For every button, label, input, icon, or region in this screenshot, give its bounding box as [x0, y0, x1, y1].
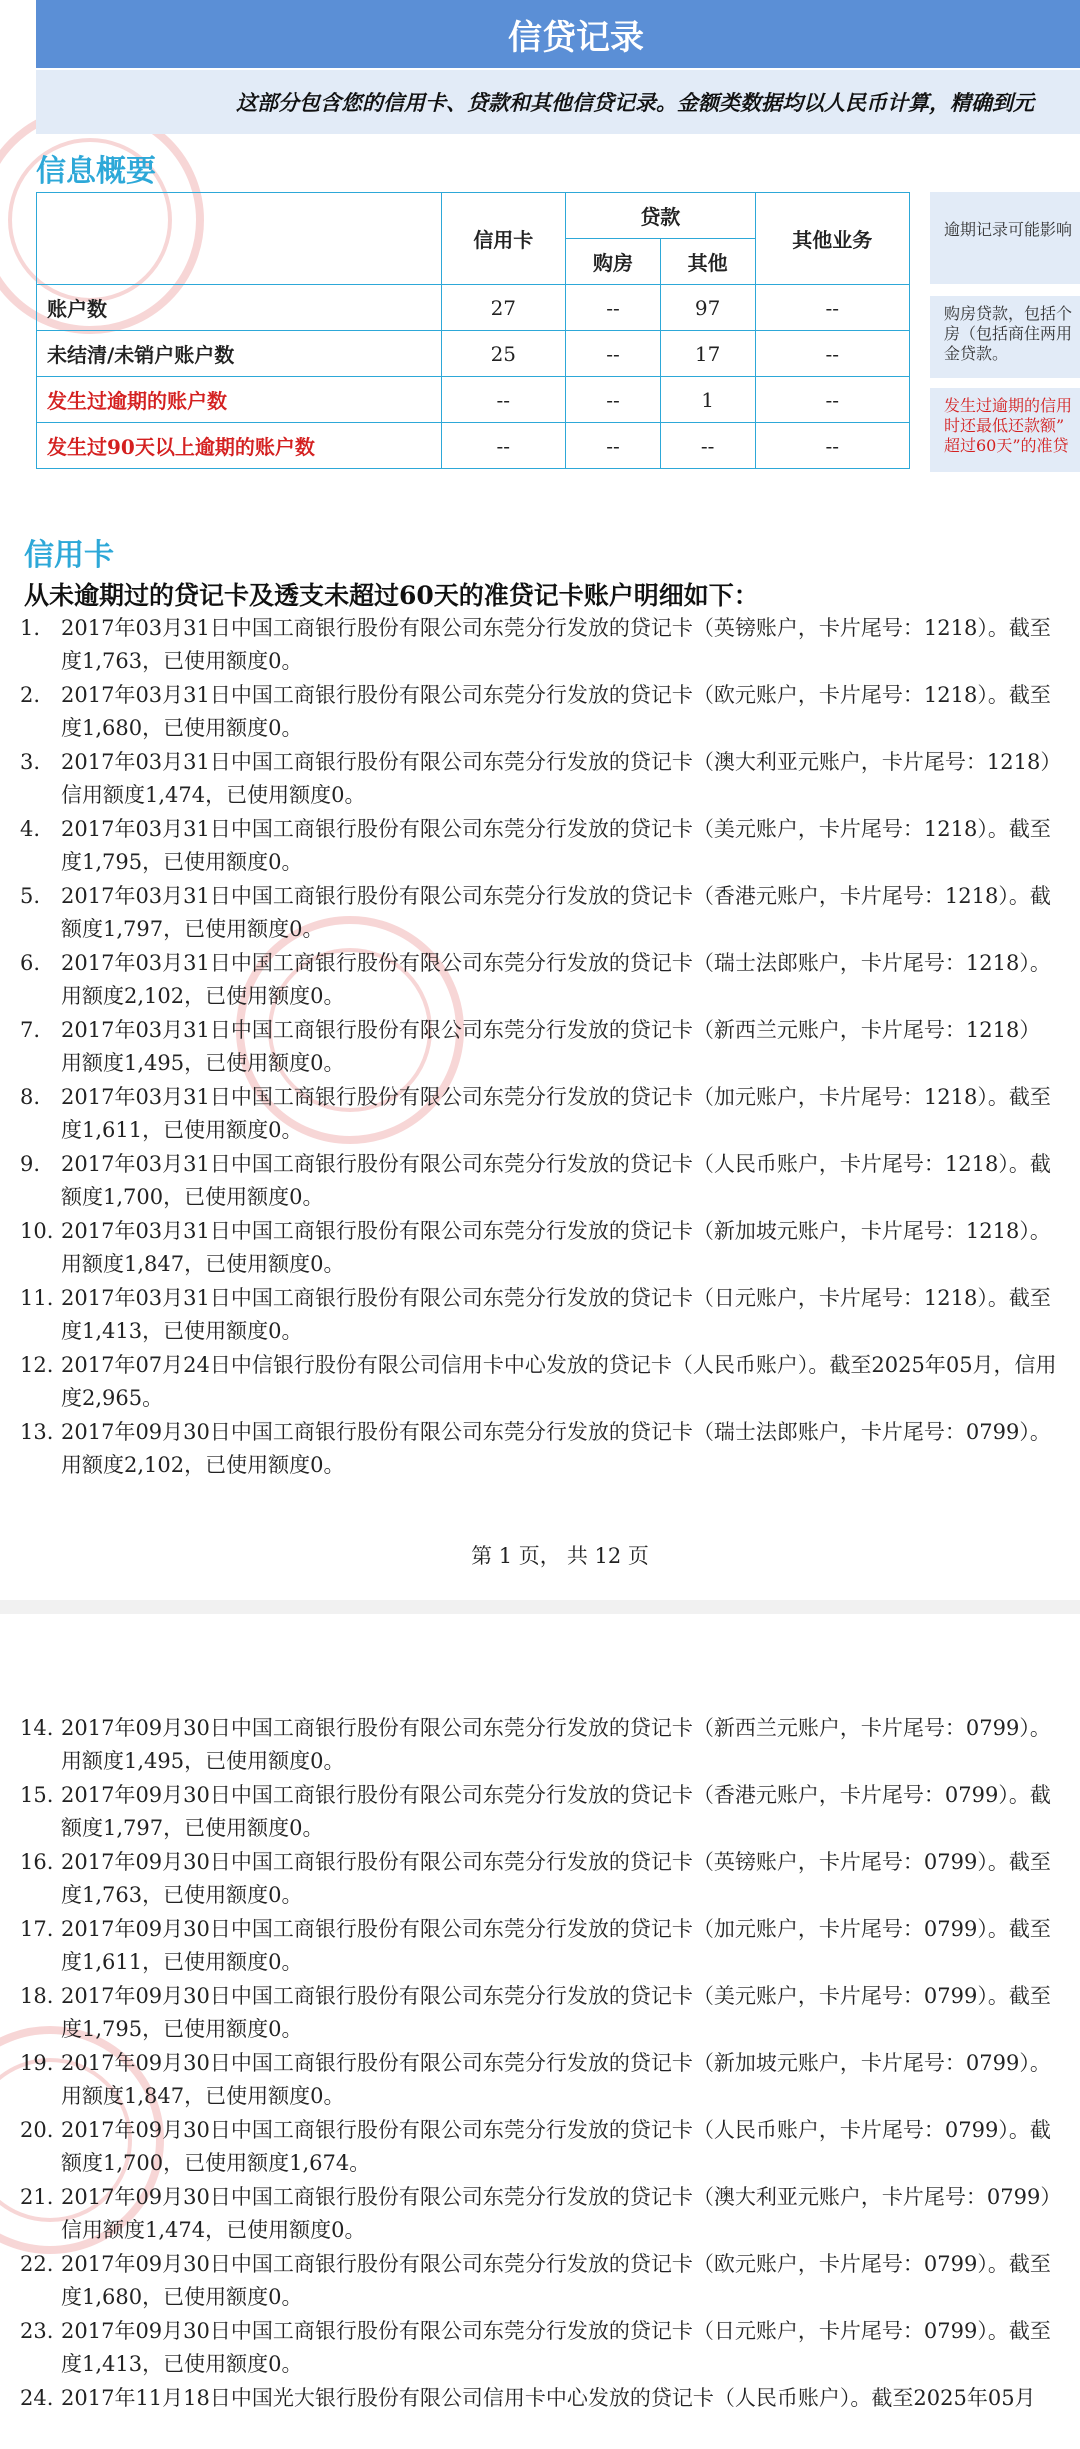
list-item [0, 1349, 1080, 1416]
overview-heading: 信息概要 [36, 154, 156, 189]
item-number: 2. [20, 683, 41, 707]
list-item [0, 1913, 1080, 1980]
list-item [0, 1779, 1080, 1846]
list-item [0, 1416, 1080, 1483]
item-text-line2: 度1,795，已使用额度0。 [61, 2017, 303, 2041]
item-text-line1: 2017年07月24日中信银行股份有限公司信用卡中心发放的贷记卡（人民币账户）。截至2025年05月，信用 [61, 1353, 1057, 1377]
page-number: 第 1 页， [471, 1544, 561, 1568]
item-text-line2: 度1,795，已使用额度0。 [61, 850, 303, 874]
page-separator [0, 1600, 1080, 1614]
credit-card-heading: 信用卡 [24, 538, 114, 573]
col-other: 其他 [660, 239, 755, 285]
item-number: 24. [20, 2386, 54, 2410]
cell-value: 17 [660, 331, 755, 377]
side-note-text: 房（包括商住两用 [944, 324, 1073, 343]
item-number: 23. [20, 2319, 54, 2343]
cell-value: 1 [660, 377, 755, 423]
item-text-line2: 额度1,797，已使用额度0。 [61, 917, 324, 941]
side-note [930, 296, 1080, 378]
item-text-line2: 额度1,797，已使用额度0。 [61, 1816, 324, 1840]
list-item [0, 947, 1080, 1014]
item-number: 8. [20, 1085, 41, 1109]
item-text-line1: 2017年09月30日中国工商银行股份有限公司东莞分行发放的贷记卡（澳大利亚元账户，卡片尾号：0799） [61, 2185, 1062, 2209]
col-house: 购房 [566, 239, 661, 285]
row-label: 未结清/未销户账户数 [37, 331, 442, 377]
item-text-line2: 度1,413，已使用额度0。 [61, 1319, 303, 1343]
item-text-line1: 2017年09月30日中国工商银行股份有限公司东莞分行发放的贷记卡（日元账户，卡片尾号：0799）。截至 [61, 2319, 1051, 2343]
item-text-line1: 2017年03月31日中国工商银行股份有限公司东莞分行发放的贷记卡（加元账户，卡片尾号：1218）。截至 [61, 1085, 1051, 1109]
item-number: 14. [20, 1716, 54, 1740]
item-text-line1: 2017年03月31日中国工商银行股份有限公司东莞分行发放的贷记卡（英镑账户，卡片尾号：1218）。截至 [61, 616, 1051, 640]
list-item [0, 746, 1080, 813]
item-text-line2: 度1,763，已使用额度0。 [61, 649, 303, 673]
cell-value: 27 [441, 285, 566, 331]
item-text-line1: 2017年03月31日中国工商银行股份有限公司东莞分行发放的贷记卡（瑞士法郎账户，卡片尾号：1218）。 [61, 951, 1051, 975]
list-item [0, 1282, 1080, 1349]
item-number: 9. [20, 1152, 41, 1176]
list-item [0, 880, 1080, 947]
item-number: 11. [20, 1286, 54, 1310]
item-text-line2: 度1,680，已使用额度0。 [61, 2285, 303, 2309]
table-row [37, 423, 910, 469]
side-note-text: 金贷款。 [944, 344, 1009, 363]
table-corner [37, 193, 442, 285]
col-credit-card: 信用卡 [441, 193, 566, 285]
page-total: 共 12 页 [566, 1544, 649, 1568]
table-row [37, 377, 910, 423]
table-row [37, 285, 910, 331]
side-note-text: 超过60天”的准贷 [944, 436, 1069, 455]
list-item [0, 2114, 1080, 2181]
account-list-page2 [0, 1712, 1080, 2449]
cell-value: 97 [660, 285, 755, 331]
cell-value: -- [660, 423, 755, 469]
cell-value: -- [441, 423, 566, 469]
col-other-business: 其他业务 [755, 193, 909, 285]
item-text-line2: 度1,611，已使用额度0。 [61, 1950, 303, 1974]
list-item [0, 2248, 1080, 2315]
item-text-line1: 2017年03月31日中国工商银行股份有限公司东莞分行发放的贷记卡（新西兰元账户，卡片尾号：1218） [61, 1018, 1041, 1042]
cell-value: 25 [441, 331, 566, 377]
item-text-line1: 2017年09月30日中国工商银行股份有限公司东莞分行发放的贷记卡（香港元账户，卡片尾号：0799）。截 [61, 1783, 1051, 1807]
side-note-text: 购房贷款，包括个 [944, 304, 1073, 323]
item-text-line1: 2017年09月30日中国工商银行股份有限公司东莞分行发放的贷记卡（新加坡元账户，卡片尾号：0799）。 [61, 2051, 1051, 2075]
notice-banner [36, 70, 1080, 134]
item-number: 12. [20, 1353, 54, 1377]
item-text-line1: 2017年09月30日中国工商银行股份有限公司东莞分行发放的贷记卡（欧元账户，卡片尾号：0799）。截至 [61, 2252, 1051, 2276]
item-text-line1: 2017年03月31日中国工商银行股份有限公司东莞分行发放的贷记卡（澳大利亚元账户，卡片尾号：1218） [61, 750, 1062, 774]
side-note-text: 逾期记录可能影响 [944, 220, 1073, 239]
list-item [0, 1081, 1080, 1148]
item-number: 19. [20, 2051, 54, 2075]
item-text-line1: 2017年03月31日中国工商银行股份有限公司东莞分行发放的贷记卡（日元账户，卡片尾号：1218）。截至 [61, 1286, 1051, 1310]
list-item [0, 1712, 1080, 1779]
col-loan: 贷款 [566, 193, 755, 239]
cell-value: -- [566, 331, 661, 377]
cell-value: -- [755, 285, 909, 331]
item-number: 21. [20, 2185, 54, 2209]
overview-table [36, 192, 910, 469]
item-text-line2: 信用额度1,474，已使用额度0。 [61, 783, 366, 807]
item-text-line2: 用额度2,102，已使用额度0。 [61, 984, 345, 1008]
item-number: 4. [20, 817, 41, 841]
item-text-line1: 2017年03月31日中国工商银行股份有限公司东莞分行发放的贷记卡（欧元账户，卡片尾号：1218）。截至 [61, 683, 1051, 707]
item-number: 20. [20, 2118, 54, 2142]
item-text-line2: 用额度2,102，已使用额度0。 [61, 1453, 345, 1477]
list-item [0, 2047, 1080, 2114]
list-item [0, 2315, 1080, 2382]
item-number: 10. [20, 1219, 54, 1243]
item-text-line2: 额度1,700，已使用额度0。 [61, 1185, 324, 1209]
item-text-line1: 2017年03月31日中国工商银行股份有限公司东莞分行发放的贷记卡（新加坡元账户，卡片尾号：1218）。 [61, 1219, 1051, 1243]
cell-value: -- [566, 377, 661, 423]
item-text-line2: 度2,965。 [61, 1386, 164, 1410]
item-text-line1: 2017年09月30日中国工商银行股份有限公司东莞分行发放的贷记卡（新西兰元账户，卡片尾号：0799）。 [61, 1716, 1051, 1740]
item-text-line1: 2017年03月31日中国工商银行股份有限公司东莞分行发放的贷记卡（美元账户，卡片尾号：1218）。截至 [61, 817, 1051, 841]
item-number: 3. [20, 750, 41, 774]
item-text-line1: 2017年09月30日中国工商银行股份有限公司东莞分行发放的贷记卡（英镑账户，卡片尾号：0799）。截至 [61, 1850, 1051, 1874]
item-number: 1. [20, 616, 41, 640]
item-text-line2: 用额度1,495，已使用额度0。 [61, 1749, 345, 1773]
item-text-line1: 2017年11月18日中国光大银行股份有限公司信用卡中心发放的贷记卡（人民币账户）。截至2025年05月 [61, 2386, 1036, 2410]
item-text-line2: 用额度1,847，已使用额度0。 [61, 2084, 345, 2108]
item-number: 15. [20, 1783, 54, 1807]
item-number: 22. [20, 2252, 54, 2276]
cell-value: -- [755, 377, 909, 423]
side-note-text: 发生过逾期的信用 [944, 396, 1073, 415]
row-label: 发生过90天以上逾期的账户数 [37, 423, 442, 469]
row-label: 发生过逾期的账户数 [37, 377, 442, 423]
list-item [0, 612, 1080, 679]
item-text-line2: 度1,413，已使用额度0。 [61, 2352, 303, 2376]
item-text-line2: 额度1,700，已使用额度1,674。 [61, 2151, 371, 2175]
item-number: 17. [20, 1917, 54, 1941]
list-item [0, 2382, 1080, 2449]
cell-value: -- [566, 285, 661, 331]
list-item [0, 1980, 1080, 2047]
page-footer [0, 1540, 1080, 1570]
item-text-line2: 信用额度1,474，已使用额度0。 [61, 2218, 366, 2242]
cell-value: -- [755, 331, 909, 377]
item-number: 18. [20, 1984, 54, 2008]
item-text-line2: 度1,763，已使用额度0。 [61, 1883, 303, 1907]
item-text-line1: 2017年03月31日中国工商银行股份有限公司东莞分行发放的贷记卡（香港元账户，卡片尾号：1218）。截 [61, 884, 1051, 908]
side-note-warning [930, 388, 1080, 472]
cell-value: -- [441, 377, 566, 423]
item-text-line1: 2017年09月30日中国工商银行股份有限公司东莞分行发放的贷记卡（美元账户，卡片尾号：0799）。截至 [61, 1984, 1051, 2008]
item-text-line1: 2017年09月30日中国工商银行股份有限公司东莞分行发放的贷记卡（加元账户，卡片尾号：0799）。截至 [61, 1917, 1051, 1941]
item-number: 7. [20, 1018, 41, 1042]
report-title-bar [36, 0, 1080, 68]
side-note-text: 时还最低还款额” [944, 416, 1065, 435]
item-text-line1: 2017年09月30日中国工商银行股份有限公司东莞分行发放的贷记卡（瑞士法郎账户，卡片尾号：0799）。 [61, 1420, 1051, 1444]
item-text-line2: 度1,611，已使用额度0。 [61, 1118, 303, 1142]
credit-card-intro: 从未逾期过的贷记卡及透支未超过60天的准贷记卡账户明细如下： [24, 581, 759, 610]
notice-text: 这部分包含您的信用卡、贷款和其他信贷记录。金额类数据均以人民币计算，精确到元 [236, 90, 1034, 115]
item-number: 13. [20, 1420, 54, 1444]
side-note [930, 192, 1080, 284]
row-label: 账户数 [37, 285, 442, 331]
list-item [0, 1846, 1080, 1913]
item-text-line2: 度1,680，已使用额度0。 [61, 716, 303, 740]
page-title: 信贷记录 [508, 17, 644, 58]
item-number: 5. [20, 884, 41, 908]
list-item [0, 1014, 1080, 1081]
item-text-line2: 用额度1,847，已使用额度0。 [61, 1252, 345, 1276]
table-row [37, 331, 910, 377]
list-item [0, 2181, 1080, 2248]
item-number: 16. [20, 1850, 54, 1874]
list-item [0, 1215, 1080, 1282]
cell-value: -- [566, 423, 661, 469]
list-item [0, 679, 1080, 746]
cell-value: -- [755, 423, 909, 469]
account-list-page1 [0, 612, 1080, 1483]
item-number: 6. [20, 951, 41, 975]
item-text-line2: 用额度1,495，已使用额度0。 [61, 1051, 345, 1075]
item-text-line1: 2017年09月30日中国工商银行股份有限公司东莞分行发放的贷记卡（人民币账户，卡片尾号：0799）。截 [61, 2118, 1051, 2142]
list-item [0, 813, 1080, 880]
list-item [0, 1148, 1080, 1215]
item-text-line1: 2017年03月31日中国工商银行股份有限公司东莞分行发放的贷记卡（人民币账户，卡片尾号：1218）。截 [61, 1152, 1051, 1176]
